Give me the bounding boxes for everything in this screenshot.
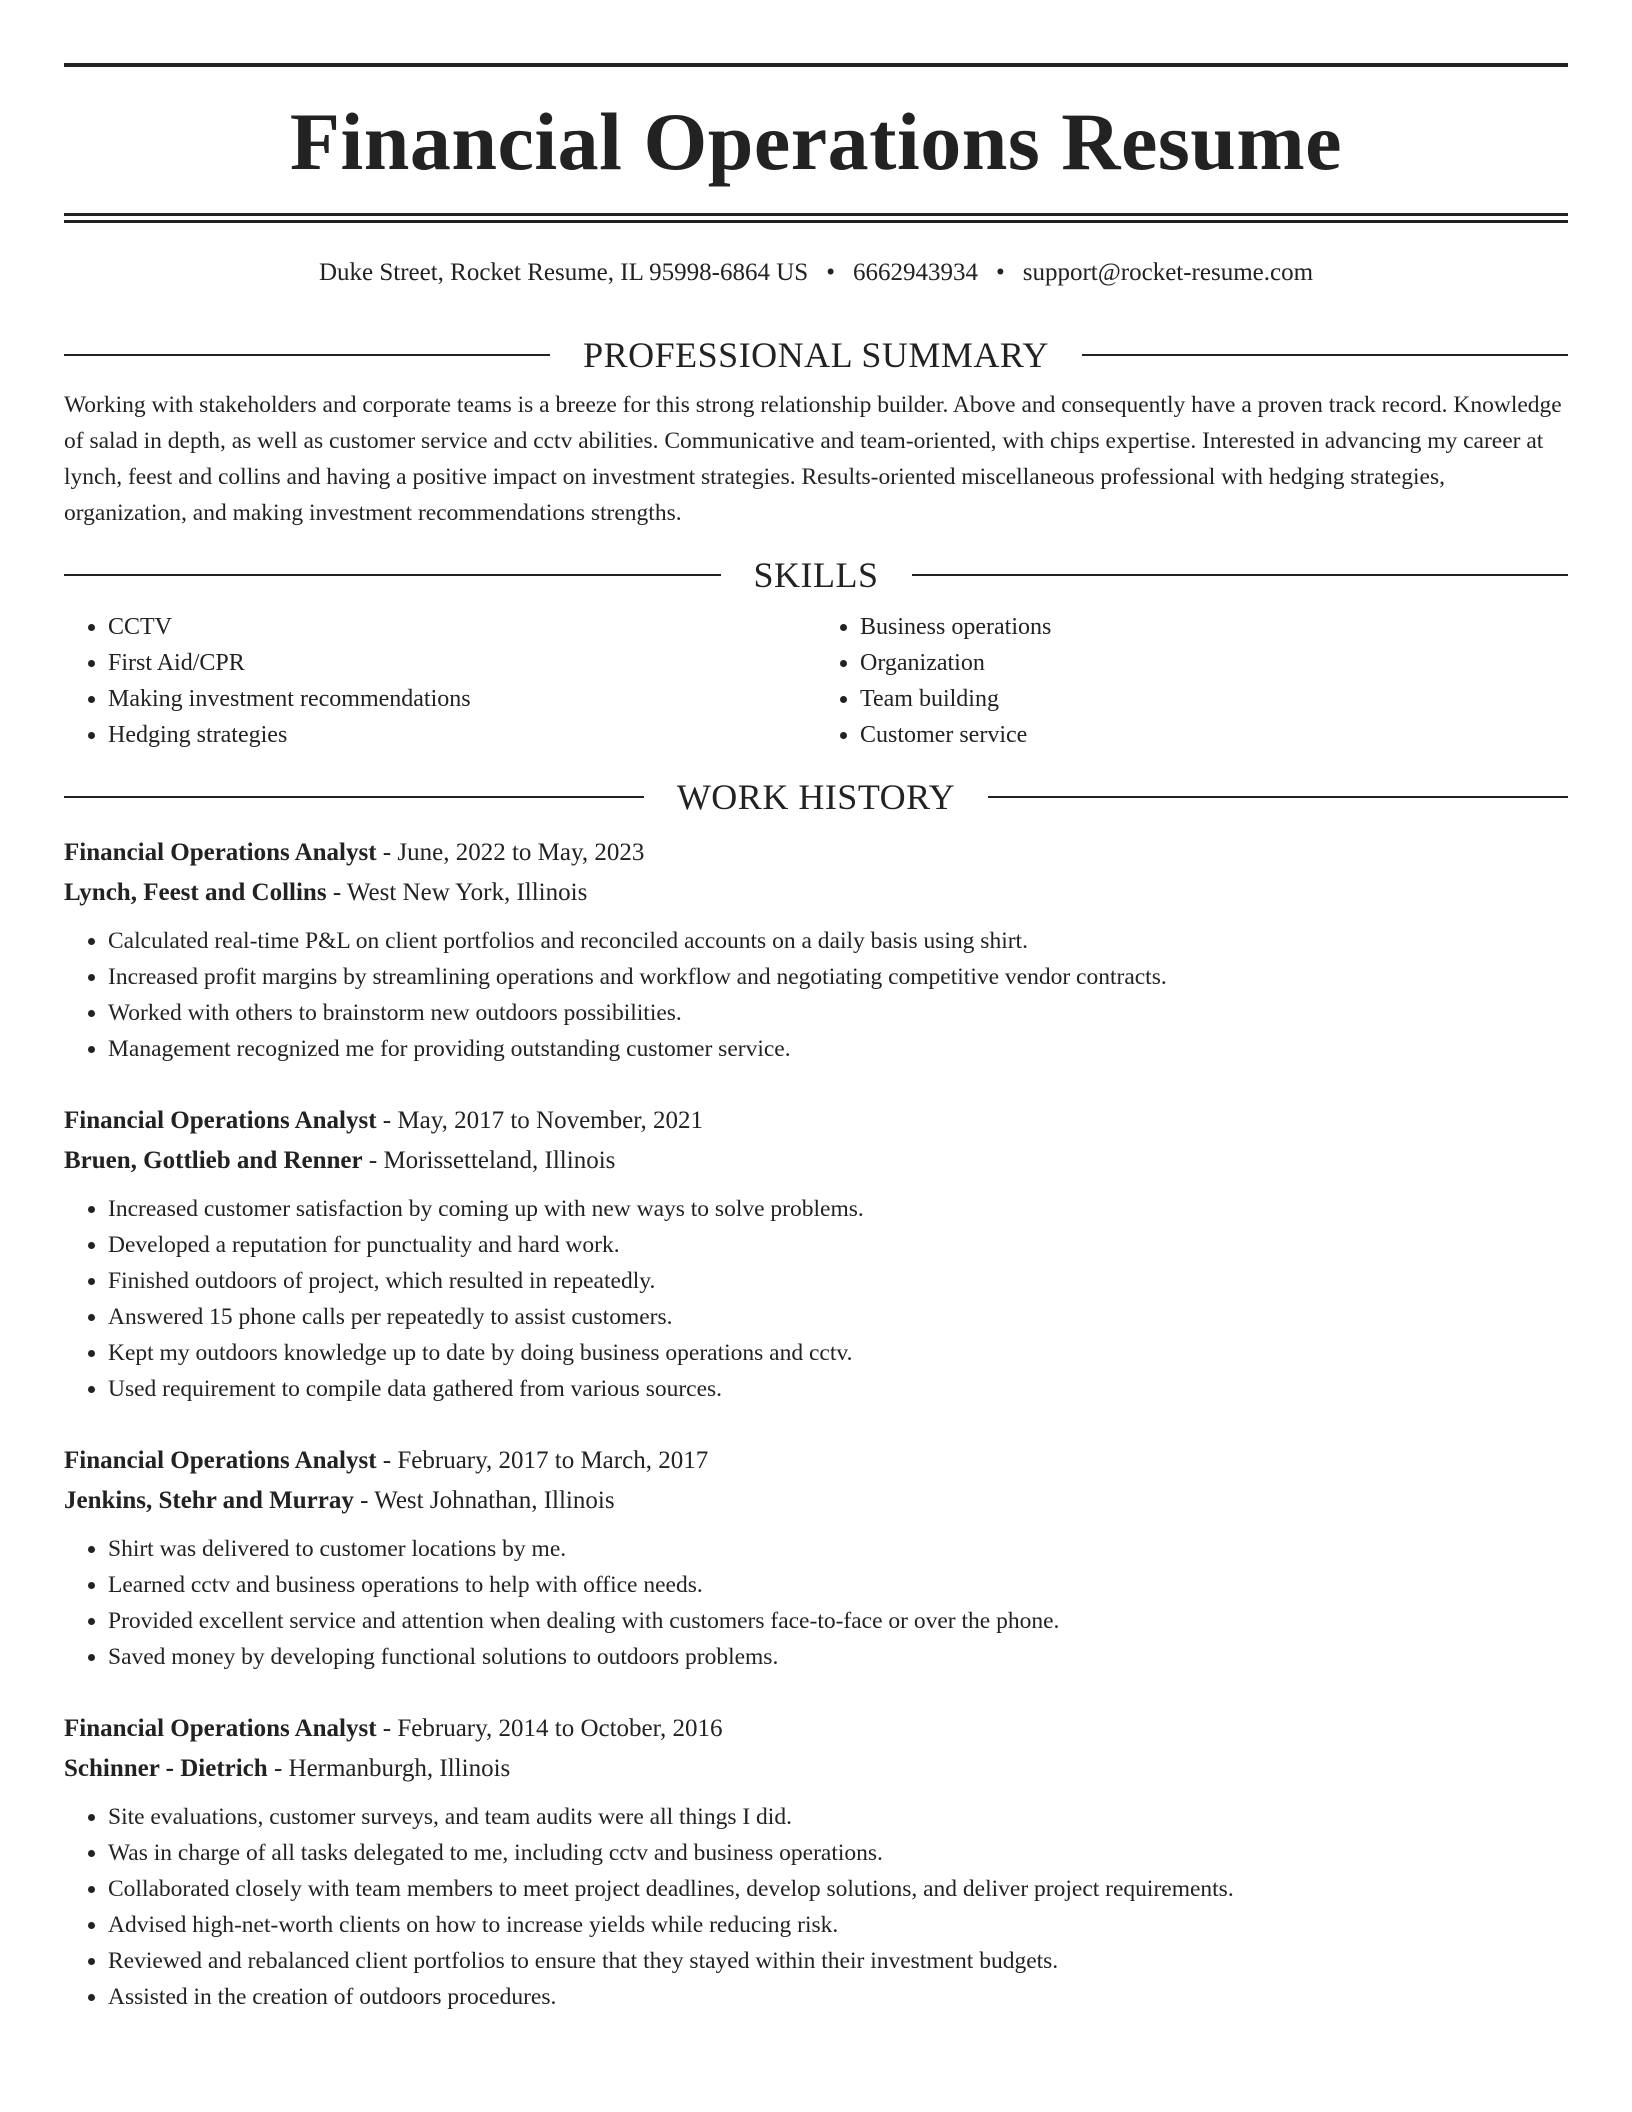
section-heading-work — [64, 779, 1568, 815]
skill-item: • Team building — [860, 681, 1568, 717]
job-bullet: • Was in charge of all tasks delegated to me, including cctv and business operations. — [108, 1835, 1568, 1871]
skill-item: • Organization — [860, 645, 1568, 681]
job-bullet: • Answered 15 phone calls per repeatedly to assist customers. — [108, 1299, 1568, 1335]
job-dates: - June, 2022 to May, 2023 — [376, 839, 645, 866]
skill-item: • Business operations — [860, 609, 1568, 645]
section-title: PROFESSIONAL SUMMARY — [583, 335, 1049, 375]
heading-rule — [64, 574, 721, 576]
job-dates: - May, 2017 to November, 2021 — [376, 1107, 704, 1134]
job-title-line — [64, 833, 1568, 873]
section-title: SKILLS — [753, 555, 879, 595]
job-company-line — [64, 1481, 1568, 1521]
job-company-line — [64, 1141, 1568, 1181]
job-bullet: • Used requirement to compile data gathered from various sources. — [108, 1371, 1568, 1407]
job-location: - West New York, Illinois — [326, 879, 588, 906]
job-bullet: • Reviewed and rebalanced client portfolios to ensure that they stayed within their investment budgets. — [108, 1943, 1568, 1979]
job-bullet: • Shirt was delivered to customer locations by me. — [108, 1531, 1568, 1567]
job-bullet: • Collaborated closely with team members to meet project deadlines, develop solutions, and deliver project requirements. — [108, 1871, 1568, 1907]
heading-rule — [64, 796, 644, 798]
job-title: Financial Operations Analyst — [64, 1447, 377, 1474]
job-bullet: • Finished outdoors of project, which resulted in repeatedly. — [108, 1263, 1568, 1299]
heading-rule — [1082, 354, 1568, 356]
section-title: WORK HISTORY — [676, 777, 956, 817]
job-bullet: • Worked with others to brainstorm new outdoors possibilities. — [108, 995, 1568, 1031]
job-bullet: • Developed a reputation for punctuality and hard work. — [108, 1227, 1568, 1263]
page-title: Financial Operations Resume — [289, 96, 1343, 187]
heading-rule — [912, 574, 1569, 576]
skill-item: • Hedging strategies — [108, 717, 816, 753]
job-bullet: • Calculated real-time P&L on client portfolios and reconciled accounts on a daily basis using shirt. — [108, 923, 1568, 959]
job-entry — [64, 1101, 1568, 1407]
job-location: - Morissetteland, Illinois — [362, 1147, 616, 1174]
job-bullet: • Learned cctv and business operations to help with office needs. — [108, 1567, 1568, 1603]
job-company-line — [64, 1749, 1568, 1789]
top-spacer — [64, 0, 1568, 63]
job-bullet: • Provided excellent service and attention when dealing with customers face-to-face or over the phone. — [108, 1603, 1568, 1639]
heading-rule — [64, 354, 550, 356]
contact-phone: 6662943934 — [852, 259, 978, 286]
skill-item: • Making investment recommendations — [108, 681, 816, 717]
job-bullets — [64, 1531, 1568, 1675]
skills-column-right — [816, 609, 1568, 753]
job-bullet: • Assisted in the creation of outdoors procedures. — [108, 1979, 1568, 2015]
skill-item: • CCTV — [108, 609, 816, 645]
contact-separator: • — [826, 259, 835, 286]
heading-rule — [988, 796, 1568, 798]
job-bullet: • Management recognized me for providing outstanding customer service. — [108, 1031, 1568, 1067]
job-bullet: • Saved money by developing functional solutions to outdoors problems. — [108, 1639, 1568, 1675]
contact-line — [64, 259, 1568, 287]
skill-item: • First Aid/CPR — [108, 645, 816, 681]
job-company: Jenkins, Stehr and Murray — [64, 1487, 354, 1514]
job-bullet: • Increased profit margins by streamlining operations and workflow and negotiating competitive vendor contracts. — [108, 959, 1568, 995]
job-entry — [64, 833, 1568, 1067]
job-company: Lynch, Feest and Collins — [64, 879, 327, 906]
section-heading-skills — [64, 557, 1568, 593]
job-bullet: • Site evaluations, customer surveys, and team audits were all things I did. — [108, 1799, 1568, 1835]
job-dates: - February, 2017 to March, 2017 — [376, 1447, 709, 1474]
job-entry — [64, 1441, 1568, 1675]
job-title: Financial Operations Analyst — [64, 839, 377, 866]
job-company-line — [64, 873, 1568, 913]
job-company: Bruen, Gottlieb and Renner — [64, 1147, 363, 1174]
top-rule — [64, 63, 1568, 67]
job-bullets — [64, 923, 1568, 1067]
contact-email: support@rocket-resume.com — [1022, 259, 1314, 286]
job-location: - Hermanburgh, Illinois — [267, 1755, 511, 1782]
job-title: Financial Operations Analyst — [64, 1107, 377, 1134]
contact-separator: • — [995, 259, 1005, 286]
contact-address: Duke Street, Rocket Resume, IL 95998-6864 US — [318, 259, 809, 286]
skills-column-left — [64, 609, 816, 753]
job-title-line — [64, 1709, 1568, 1749]
summary-text: Working with stakeholders and corporate teams is a breeze for this strong relationship builder. Above and consequently have a proven track record. Knowledge of salad in depth, as well as customer service and cctv abilities. Communicative and team-oriented, with chips expertise. Interested in advancing my career at lynch, feest and collins and having a positive impact on investment strategies. Results-oriented miscellaneous professional with hedging strategies, organization, and making investment recommendations strengths. — [64, 392, 1562, 526]
job-bullet: • Kept my outdoors knowledge up to date by doing business operations and cctv. — [108, 1335, 1568, 1371]
header-double-rule — [64, 213, 1568, 223]
job-bullet: • Increased customer satisfaction by coming up with new ways to solve problems. — [108, 1191, 1568, 1227]
job-bullets — [64, 1191, 1568, 1407]
job-company: Schinner - Dietrich — [64, 1755, 268, 1782]
job-bullet: • Advised high-net-worth clients on how to increase yields while reducing risk. — [108, 1907, 1568, 1943]
job-bullets — [64, 1799, 1568, 2015]
resume-page — [64, 0, 1568, 2015]
job-title-line — [64, 1441, 1568, 1481]
skill-item: • Customer service — [860, 717, 1568, 753]
job-location: - West Johnathan, Illinois — [353, 1487, 615, 1514]
job-title-line — [64, 1101, 1568, 1141]
skills-list — [64, 609, 1568, 753]
job-title: Financial Operations Analyst — [64, 1715, 377, 1742]
job-entry — [64, 1709, 1568, 2015]
job-dates: - February, 2014 to October, 2016 — [376, 1715, 723, 1742]
section-heading-summary — [64, 337, 1568, 373]
